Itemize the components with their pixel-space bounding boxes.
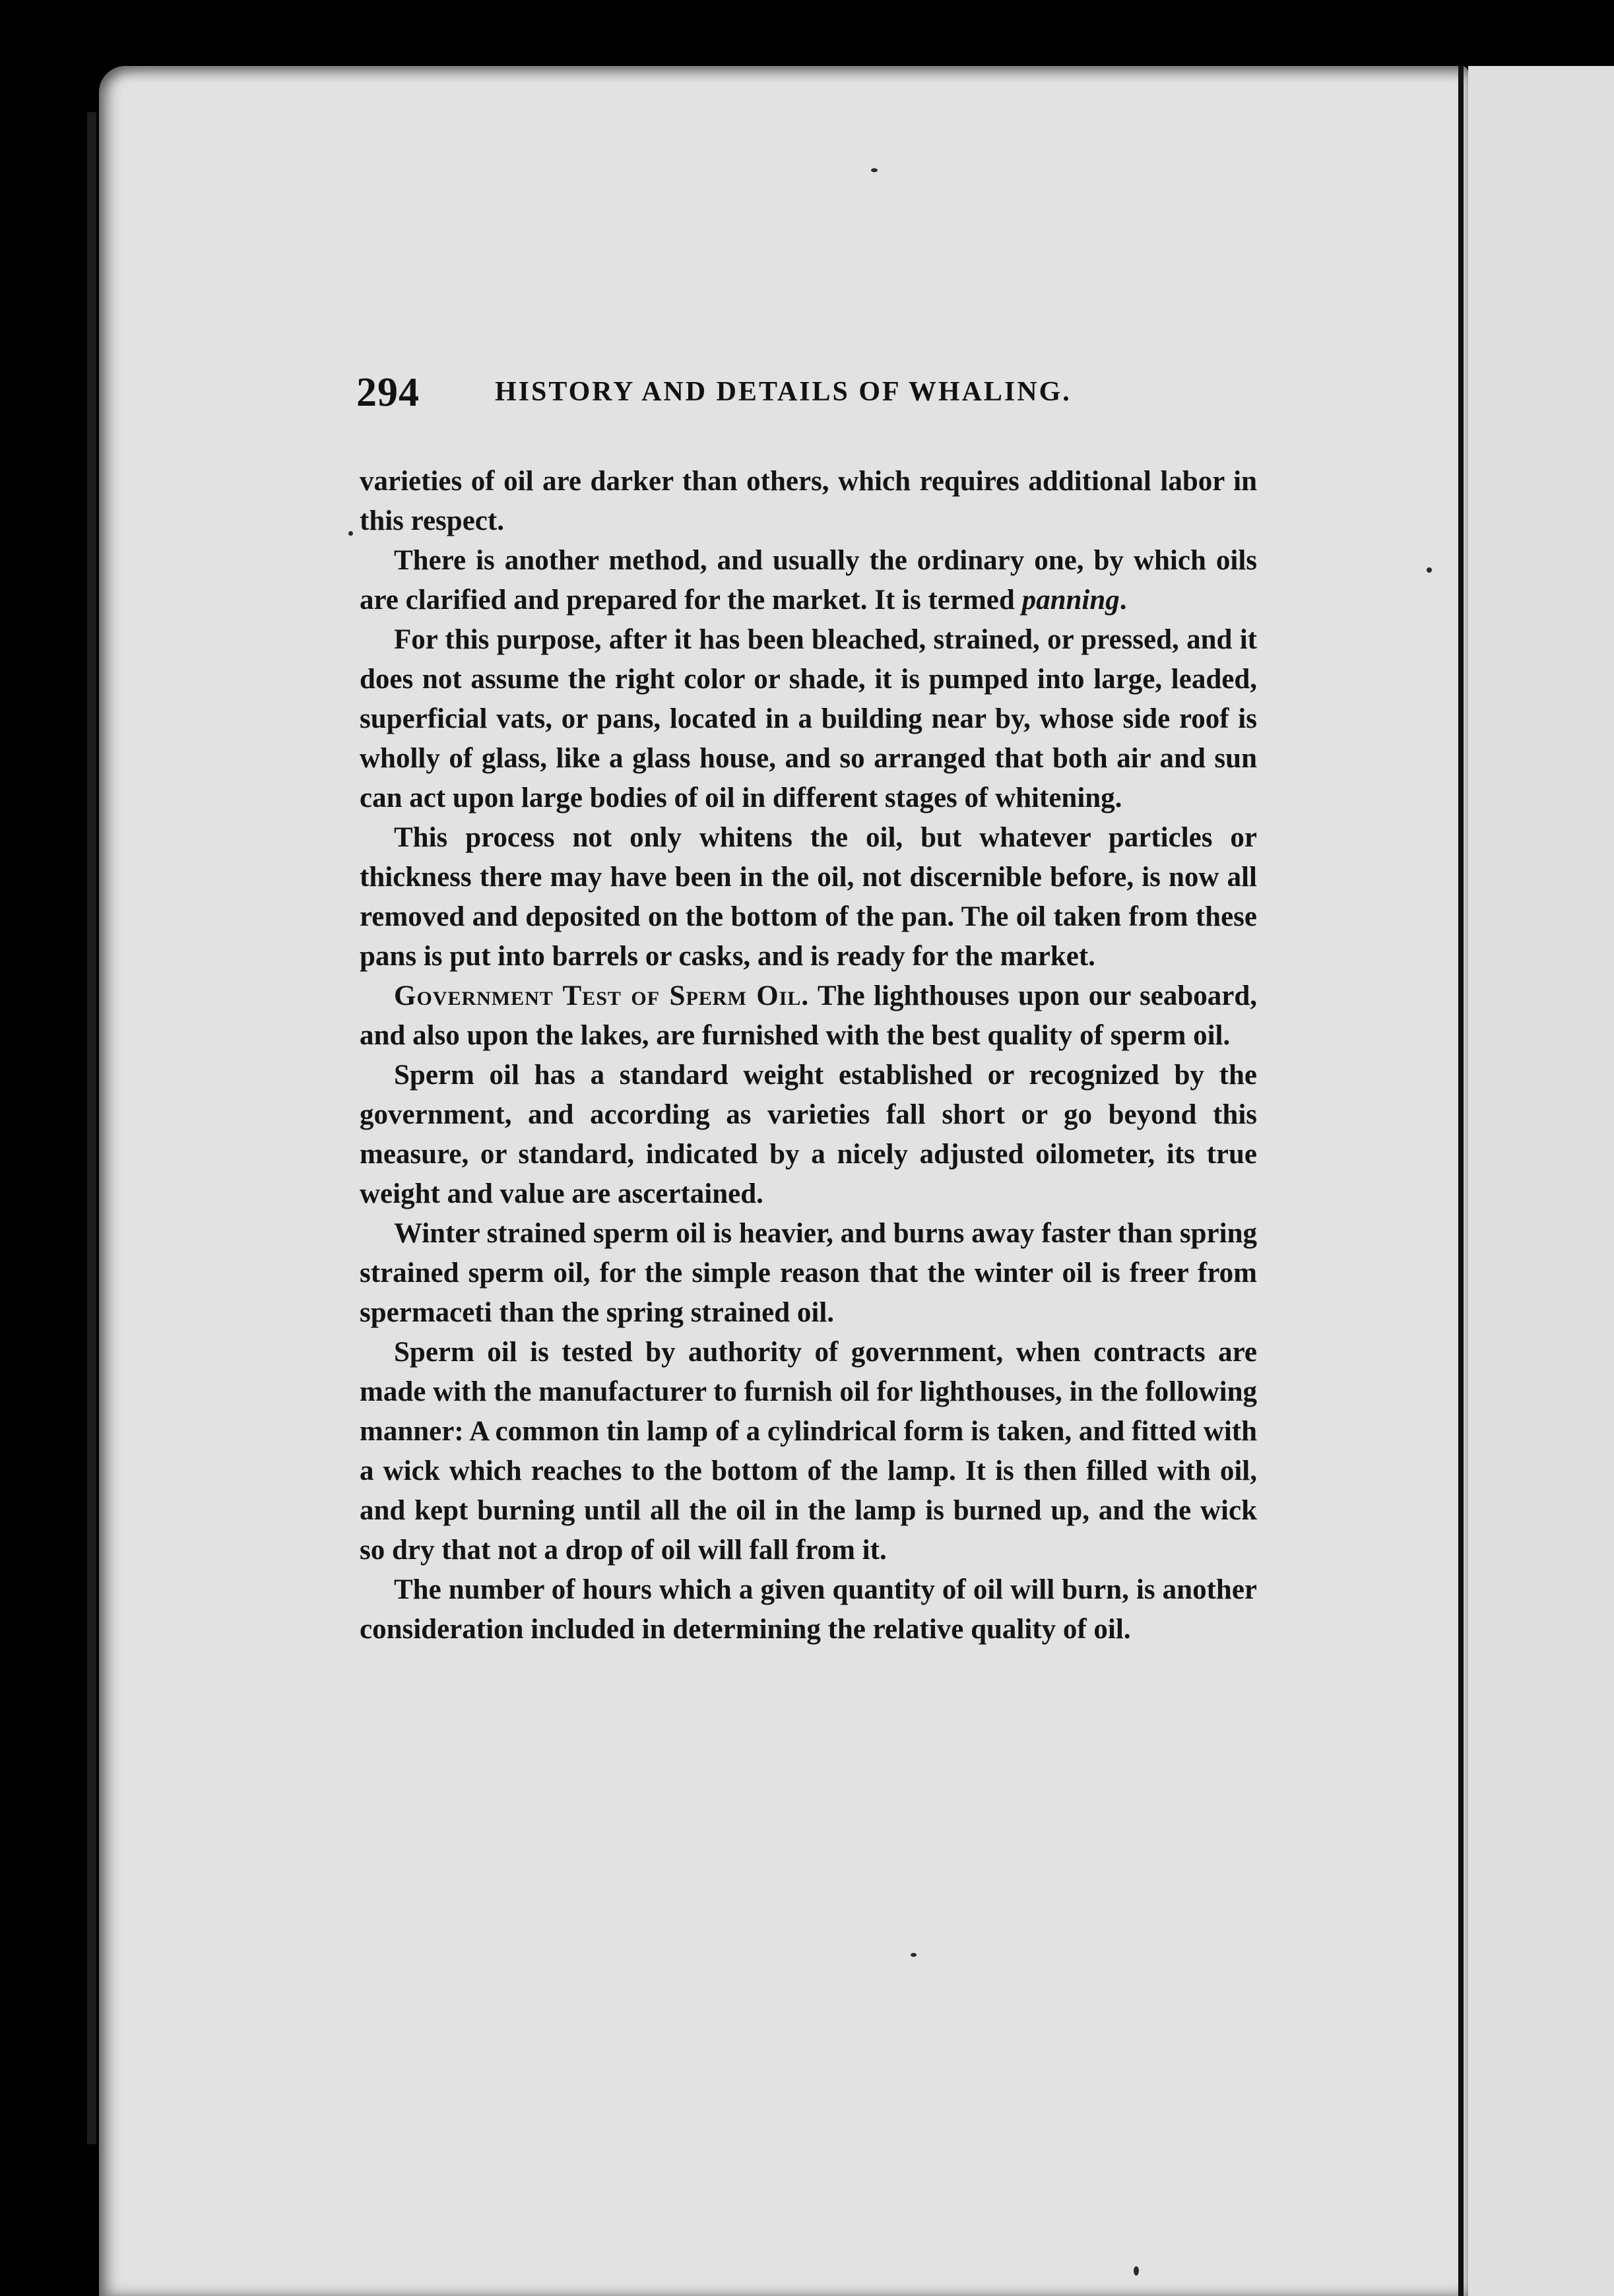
paragraph: Sperm oil is tested by authority of government, when contracts are made with the manufacturer to furnish oil for lighthouses, in the following manner: A common tin lamp of a cylindrical form is taken, and fitted with a wick which reaches to the bottom of the lamp. It is then filled with oil, and kept burning until all the oil in the lamp is burned up, and the wick so dry that not a drop of oil will fall from it. — [360, 1337, 1257, 1566]
paragraph: For this purpose, after it has been bleached, strained, or pressed, and it does not assume the right color or shade, it is pumped into large, leaded, superficial vats, or pans, located in a building near by, whose side roof is wholly of glass, like a glass house, and so arranged that both air and sun can act upon large bodies of oil in different stages of whitening. — [360, 624, 1257, 813]
book-spine-edge — [87, 112, 96, 2144]
paragraph: varieties of oil are darker than others, which requires additional labor in this respect. — [360, 466, 1257, 536]
print-speck — [911, 1953, 917, 1957]
print-speck — [871, 168, 878, 172]
paragraph: Winter strained sperm oil is heavier, and burns away faster than spring strained sperm oil, for the simple reason that the winter oil is freer from spermaceti than the spring strained oil. — [360, 1218, 1257, 1328]
paragraph: Sperm oil has a standard weight established or recognized by the government, and according as varieties fall short or go beyond this measure, or standard, indicated by a nicely adjusted oilometer, its true weight and value are ascertained. — [360, 1060, 1257, 1209]
body-text — [360, 462, 1257, 1649]
print-speck — [1427, 567, 1432, 573]
page-gutter-line — [1458, 66, 1464, 2296]
section-heading: Government Test of Sperm Oil. — [394, 980, 810, 1011]
running-head: HISTORY AND DETAILS OF WHALING. — [495, 377, 1072, 407]
print-speck — [348, 531, 353, 536]
facing-page-edge — [1468, 66, 1614, 2296]
paragraph: There is another method, and usually the ordinary one, by which oils are clarified and prepared for the market. It is termed panning. — [360, 545, 1257, 616]
paragraph: Government Test of Sperm Oil. The lighthouses upon our seaboard, and also upon the lakes, are furnished with the best quality of sperm oil. — [360, 980, 1257, 1051]
emphasis-term: panning — [1021, 585, 1120, 616]
print-speck — [1134, 2266, 1139, 2276]
paragraph: The number of hours which a given quantity of oil will burn, is another consideration included in determining the relative quality of oil. — [360, 1574, 1257, 1645]
page-number: 294 — [356, 370, 420, 415]
paragraph: This process not only whitens the oil, but whatever particles or thickness there may have been in the oil, not discernible before, is now all removed and deposited on the bottom of the pan. The oil taken from these pans is put into barrels or casks, and is ready for the market. — [360, 822, 1257, 972]
page-header — [356, 369, 1313, 422]
